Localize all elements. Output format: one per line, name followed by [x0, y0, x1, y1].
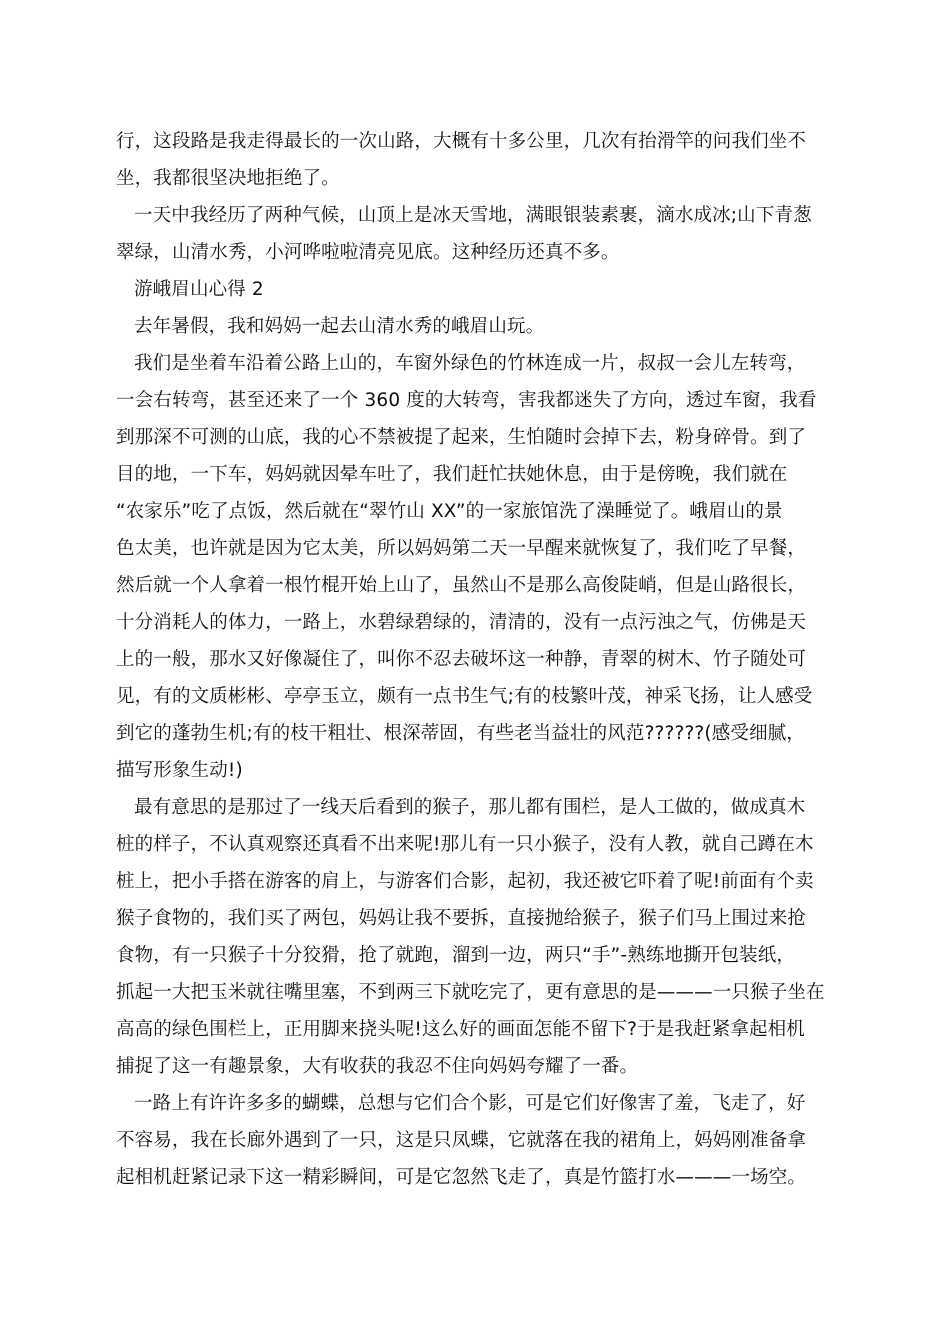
- text-line: 一会右转弯，甚至还来了一个 360 度的大转弯，害我都迷失了方向，透过车窗，我看: [116, 390, 817, 411]
- text-line: 抓起一大把玉米就往嘴里塞，不到两三下就吃完了，更有意思的是———一只猴子坐在: [116, 982, 825, 1003]
- text-line: 翠绿，山清水秀，小河哗啦啦清亮见底。这种经历还真不多。: [116, 242, 620, 263]
- text-line: 高高的绿色围栏上，正用脚来挠头呢!这么好的画面怎能不留下?于是我赶紧拿起相机: [116, 1019, 805, 1040]
- text-line: 不容易，我在长廊外遇到了一只，这是只凤蝶，它就落在我的裙角上，妈妈刚准备拿: [116, 1130, 807, 1151]
- text-line: 行，这段路是我走得最长的一次山路，大概有十多公里，几次有抬滑竿的问我们坐不: [116, 131, 807, 152]
- text-line: 描写形象生动!): [116, 760, 243, 781]
- text-line: 见，有的文质彬彬、亭亭玉立，颇有一点书生气;有的枝繁叶茂，神采飞扬，让人感受: [116, 686, 813, 707]
- text-line: 我们是坐着车沿着公路上山的，车窗外绿色的竹林连成一片，叔叔一会儿左转弯，: [134, 353, 806, 374]
- text-line: 最有意思的是那过了一线天后看到的猴子，那儿都有围栏，是人工做的，做成真木: [134, 797, 806, 818]
- text-line: 桩的样子，不认真观察还真看不出来呢!那儿有一只小猴子，没有人教，就自己蹲在木: [116, 834, 814, 855]
- text-line: 十分消耗人的体力，一路上，水碧绿碧绿的，清清的，没有一点污浊之气，仿佛是天: [116, 612, 807, 633]
- text-line: 桩上，把小手搭在游客的肩上，与游客们合影，起初，我还被它吓着了呢!前面有个卖: [116, 871, 814, 892]
- text-line: 上的一般，那水又好像凝住了，叫你不忍去破坏这一种静，青翠的树木、竹子随处可: [116, 649, 807, 670]
- text-line: 起相机赶紧记录下这一精彩瞬间，可是它忽然飞走了，真是竹篮打水———一场空。: [116, 1167, 807, 1188]
- text-line: 色太美，也许就是因为它太美，所以妈妈第二天一早醒来就恢复了，我们吃了早餐，: [116, 538, 807, 559]
- text-line: 然后就一个人拿着一根竹棍开始上山了，虽然山不是那么高俊陡峭，但是山路很长，: [116, 575, 807, 596]
- text-line: 目的地，一下车，妈妈就因晕车吐了，我们赶忙扶她休息，由于是傍晚，我们就在: [116, 464, 788, 485]
- text-line: 捕捉了这一有趣景象，大有收获的我忍不住向妈妈夸耀了一番。: [116, 1056, 639, 1077]
- text-line: 一路上有许许多多的蝴蝶，总想与它们合个影，可是它们好像害了羞，飞走了，好: [134, 1093, 806, 1114]
- text-line: 到它的蓬勃生机;有的枝干粗壮、根深蒂固，有些老当益壮的风范??????(感受细腻，: [116, 723, 806, 744]
- text-line: 到那深不可测的山底，我的心不禁被提了起来，生怕随时会掉下去，粉身碎骨。到了: [116, 427, 807, 448]
- text-line: 坐，我都很坚决地拒绝了。: [116, 168, 340, 189]
- text-line: 一天中我经历了两种气候，山顶上是冰天雪地，满眼银装素裹，滴水成冰;山下青葱: [134, 205, 812, 226]
- text-line: “农家乐”吃了点饭，然后就在“翠竹山 XX”的一家旅馆洗了澡睡觉了。峨眉山的景: [116, 501, 783, 522]
- text-line: 食物，有一只猴子十分狡猾，抢了就跑，溜到一边，两只“手”-熟练地撕开包装纸，: [116, 945, 796, 966]
- text-line: 猴子食物的，我们买了两包，妈妈让我不要拆，直接抛给猴子，猴子们马上围过来抢: [116, 908, 807, 929]
- text-line: 去年暑假，我和妈妈一起去山清水秀的峨眉山玩。: [134, 316, 545, 337]
- section-heading: 游峨眉山心得 2: [134, 279, 264, 300]
